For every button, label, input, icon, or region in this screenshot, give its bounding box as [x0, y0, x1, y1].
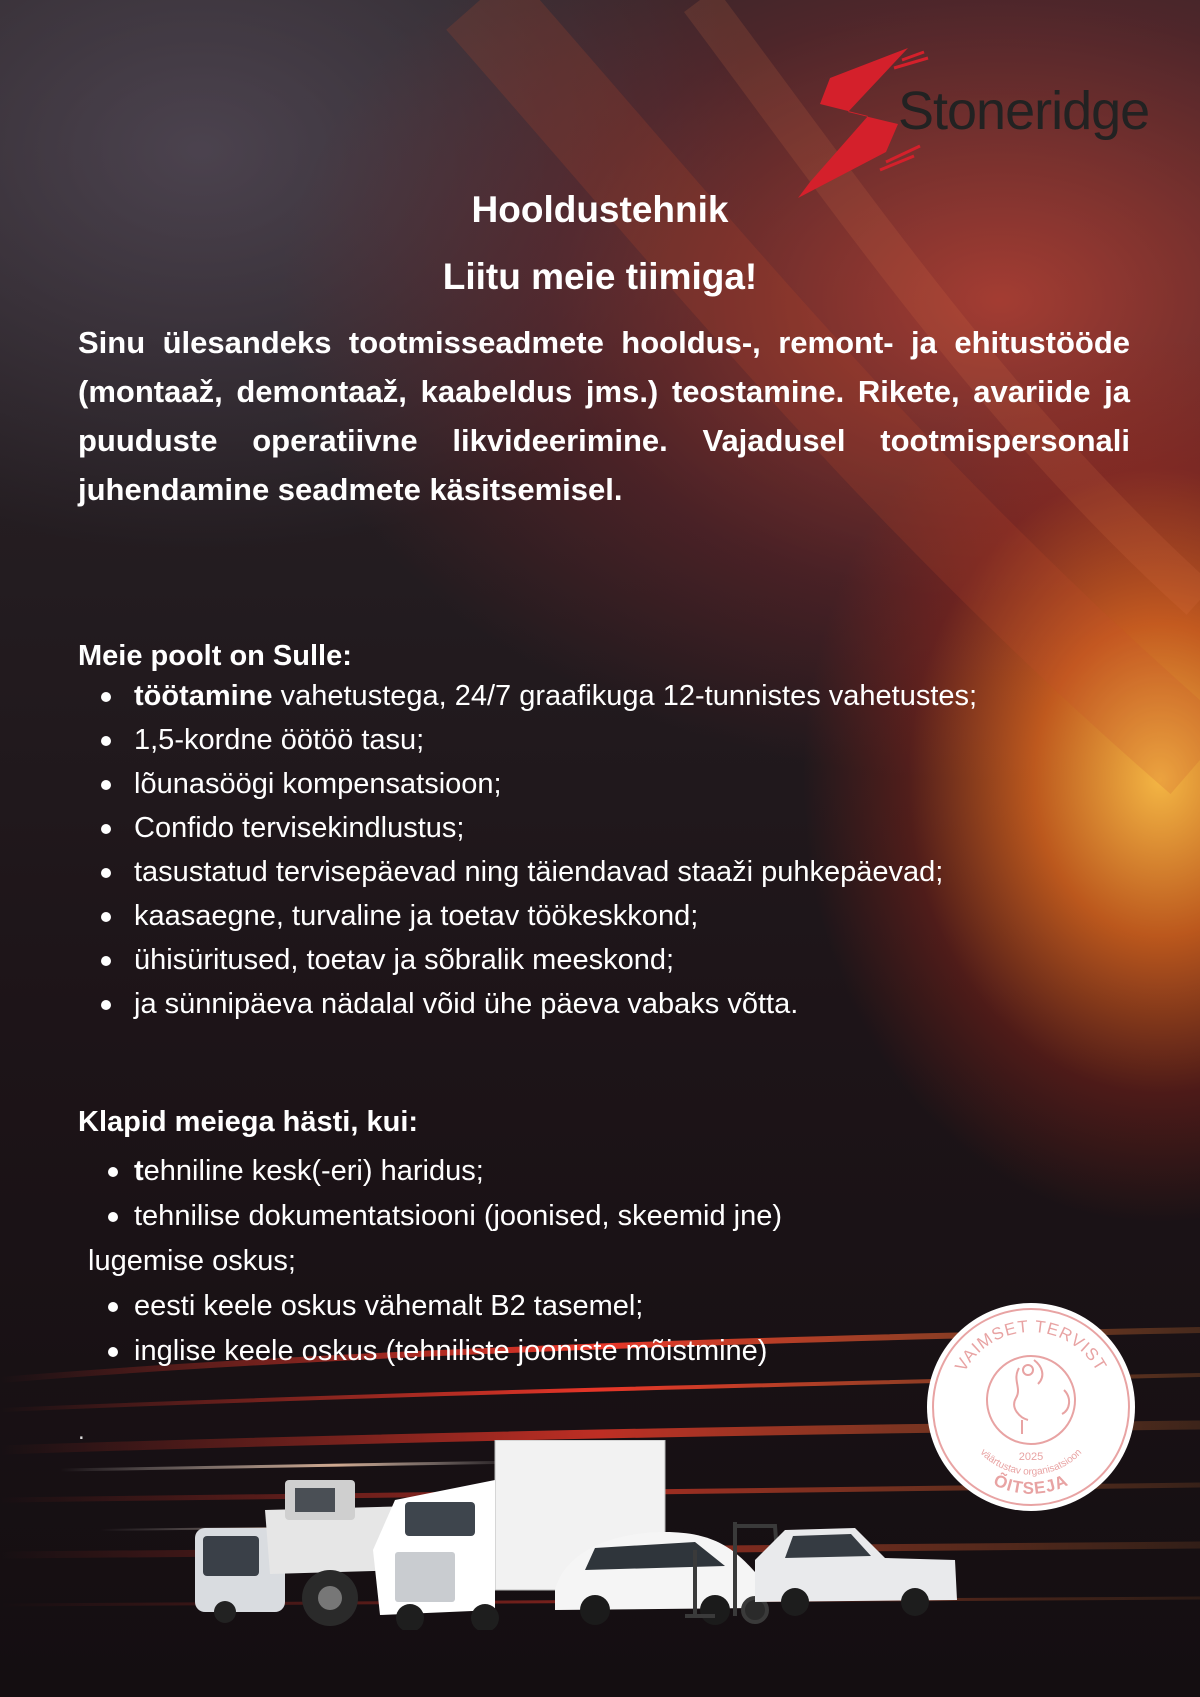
- logo-wordmark: Stoneridge: [898, 81, 1150, 141]
- list-item: ühisüritused, toetav ja sõbralik meeskond;: [78, 938, 1178, 982]
- requirements-heading: Klapid meiega hästi, kui:: [78, 1106, 419, 1138]
- badge-bottom-text: ÕITSEJA: [990, 1470, 1072, 1498]
- badge-sub-text: väärtustav organisatsioon: [977, 1447, 1085, 1478]
- list-item: Confido tervisekindlustus;: [78, 806, 1178, 850]
- list-item: tehnilise dokumentatsiooni (joonised, skeemid jne): [78, 1194, 1178, 1239]
- list-item: ja sünnipäeva nädalal võid ühe päeva vabaks võtta.: [78, 982, 1178, 1026]
- list-item: eesti keele oskus vähemalt B2 tasemel;: [78, 1284, 1178, 1329]
- list-item: kaasaegne, turvaline ja toetav töökeskkond;: [78, 894, 1178, 938]
- vehicle-lineup-icon: [195, 1440, 965, 1630]
- list-item: töötamine vahetustega, 24/7 graafikuga 12-tunnistes vahetustes;: [78, 674, 1178, 718]
- list-item: tehniline kesk(-eri) haridus;: [78, 1149, 1178, 1194]
- list-item: 1,5-kordne öötöö tasu;: [78, 718, 1178, 762]
- list-item-continuation: lugemise oskus;: [88, 1245, 296, 1277]
- stoneridge-logo: [790, 42, 1180, 202]
- pickup-truck-icon: [755, 1528, 957, 1616]
- benefits-list: [78, 674, 1178, 1026]
- list-item: tasustatud tervisepäevad ning täiendavad staaži puhkepäevad;: [78, 850, 1178, 894]
- job-title: Hooldustehnik: [471, 189, 729, 230]
- list-item: inglise keele oskus (tehniliste jooniste mõistmine): [78, 1329, 1178, 1374]
- list-item: lõunasöögi kompensatsioon;: [78, 762, 1178, 806]
- job-subtitle: Liitu meie tiimiga!: [442, 256, 758, 297]
- badge-top-text: VAIMSET TERVIST: [951, 1316, 1111, 1375]
- job-description: Sinu ülesandeks tootmisseadmete hooldus-, remont- ja ehitustööde (montaaž, demontaaž, kaabeldus jms.) teostamine. Rikete, avariide ja puuduste operatiivne likvideerimine. Vajadusel tootmispersonali juhendamine seadmete käsitsemisel.: [78, 325, 1130, 507]
- trailing-dot: .: [78, 1418, 85, 1445]
- badge-year: 2025: [1018, 1451, 1044, 1463]
- benefits-heading: Meie poolt on Sulle:: [78, 640, 352, 672]
